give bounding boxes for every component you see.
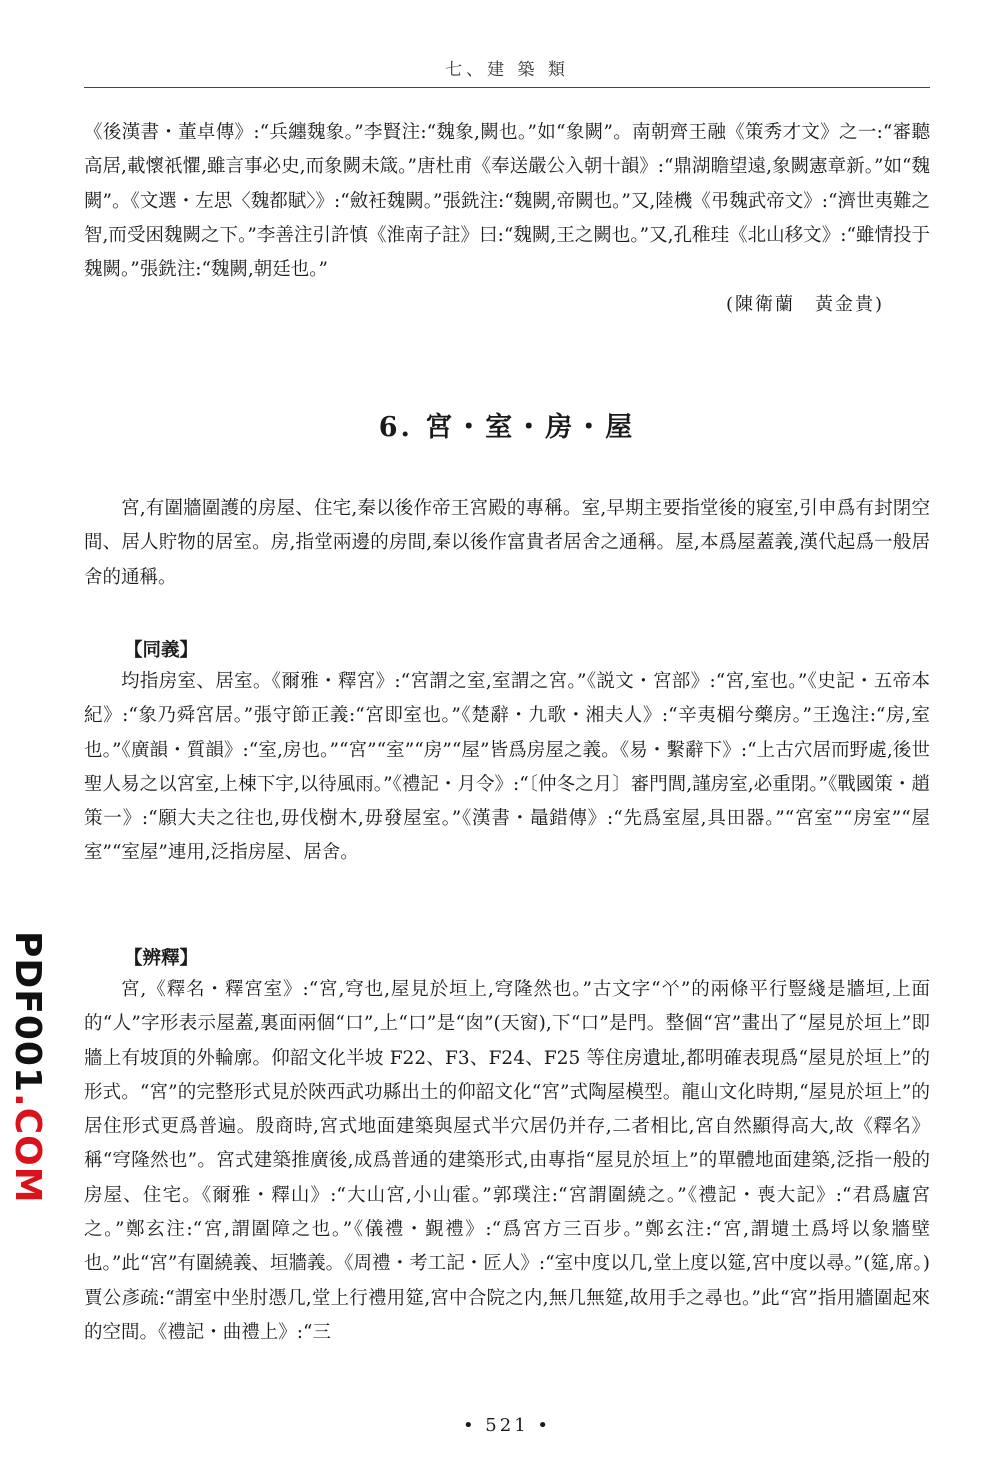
page-number: • 521 • <box>462 1415 552 1436</box>
distinction-heading: 【辨釋】 <box>124 948 199 969</box>
watermark-text-primary: PDF001 <box>7 931 48 1094</box>
summary-block <box>84 492 930 595</box>
section-title: 6. 宮・室・房・屋 <box>378 412 636 443</box>
synonym-paragraph: 均指房室、居室。《爾雅・釋宮》:“宮謂之室,室謂之宮。”《説文・宮部》:“宮,室也。”《史記・五帝本紀》:“象乃舜宮居。”張守節正義:“宮即室也。”《楚辭・九歌・湘夫人》:“辛夷楣兮藥房。”王逸注:“房,室也。”《廣韻・質韻》:“室,房也。”“宮”“室”“房”“屋”皆爲房屋之義。《易・繫辭下》:“上古穴居而野處,後世聖人易之以宮室,上棟下宇,以待風雨。”《禮記・月令》:“〔仲冬之月〕審門閭,謹房室,必重閉。”《戰國策・趙策一》:“願大夫之往也,毋伐樹木,毋發屋室。”《漢書・鼂錯傳》:“先爲室屋,具田器。”“宮室”“房室”“屋室”“室屋”連用,泛指房屋、居舍。 <box>84 671 930 864</box>
section-summary: 宮,有圍牆圍護的房屋、住宅,秦以後作帝王宮殿的專稱。室,早期主要指堂後的寢室,引申爲有封閉空間、居人貯物的居室。房,指堂兩邊的房間,秦以後作富貴者居舍之通稱。屋,本爲屋蓋義,漢代起爲一般居舍的通稱。 <box>84 498 930 588</box>
watermark-text-accent: .COM <box>7 1093 48 1204</box>
header-divider <box>84 87 930 88</box>
distinction-paragraph: 宮,《釋名・釋宮室》:“宮,穹也,屋見於垣上,穹隆然也。”古文字“𠁥”的兩條平行豎綫是牆垣,上面的“人”字形表示屋蓋,裏面兩個“口”,上“口”是“囱”(天窗),下“口”是門。整個“宮”畫出了“屋見於垣上”即牆上有坡頂的外輪廓。仰韶文化半坡 F22、F3、F24、F25 等住房遺址,都明確表現爲“屋見於垣上”的形式。“宮”的完整形式見於陝西武功縣出土的仰韶文化“宮”式陶屋模型。龍山文化時期,“屋見於垣上”的居住形式更爲普遍。殷商時,宮式地面建築與屋式半穴居仍并存,二者相比,宮自然顯得高大,故《釋名》稱“穹隆然也”。宮式建築推廣後,成爲普通的建築形式,由專指“屋見於垣上”的單體地面建築,泛指一般的房屋、住宅。《爾雅・釋山》:“大山宮,小山霍。”郭璞注:“宮謂圍繞之。”《禮記・喪大記》:“君爲廬宮之。”鄭玄注:“宮,謂圍障之也。”《儀禮・覲禮》:“爲宮方三百步。”鄭玄注:“宮,謂壝土爲埒以象牆壁也。”此“宮”有圍繞義、垣牆義。《周禮・考工記・匠人》:“室中度以几,堂上度以筵,宮中度以尋。”(筵,席。)賈公彥疏:“謂室中坐肘憑几,堂上行禮用筵,宮中合院之内,無几無筵,故用手之尋也。”此“宮”指用牆圍起來的空間。《禮記・曲禮上》:“三 <box>84 979 930 1343</box>
distinction-block <box>84 973 930 1350</box>
intro-paragraph: 《後漢書・董卓傳》:“兵纏魏象。”李賢注:“魏象,闕也。”如“象闕”。南朝齊王融《策秀才文》之一:“審聽高居,載懷祇懼,雖言事必史,而象闕未箴。”唐杜甫《奉送嚴公入朝十韻》:“鼎湖瞻望遠,象闕憲章新。”如“魏闕”。《文選・左思〈魏都賦〉》:“斂衽魏闕。”張銑注:“魏闕,帝闕也。”又,陸機《弔魏武帝文》:“濟世夷難之智,而受困魏闕之下。”李善注引許慎《淮南子註》曰:“魏闕,王之闕也。”又,孔稚珪《北山移文》:“雖情投于魏闕。”張銑注:“魏闕,朝廷也。” <box>84 122 930 281</box>
watermark <box>6 931 48 1204</box>
intro-block <box>84 116 930 287</box>
synonym-heading: 【同義】 <box>124 640 199 661</box>
synonym-block <box>84 665 930 871</box>
running-header: 七、建 築 類 <box>445 60 569 80</box>
author-signature: (陳衛蘭 黃金貴) <box>725 294 884 315</box>
